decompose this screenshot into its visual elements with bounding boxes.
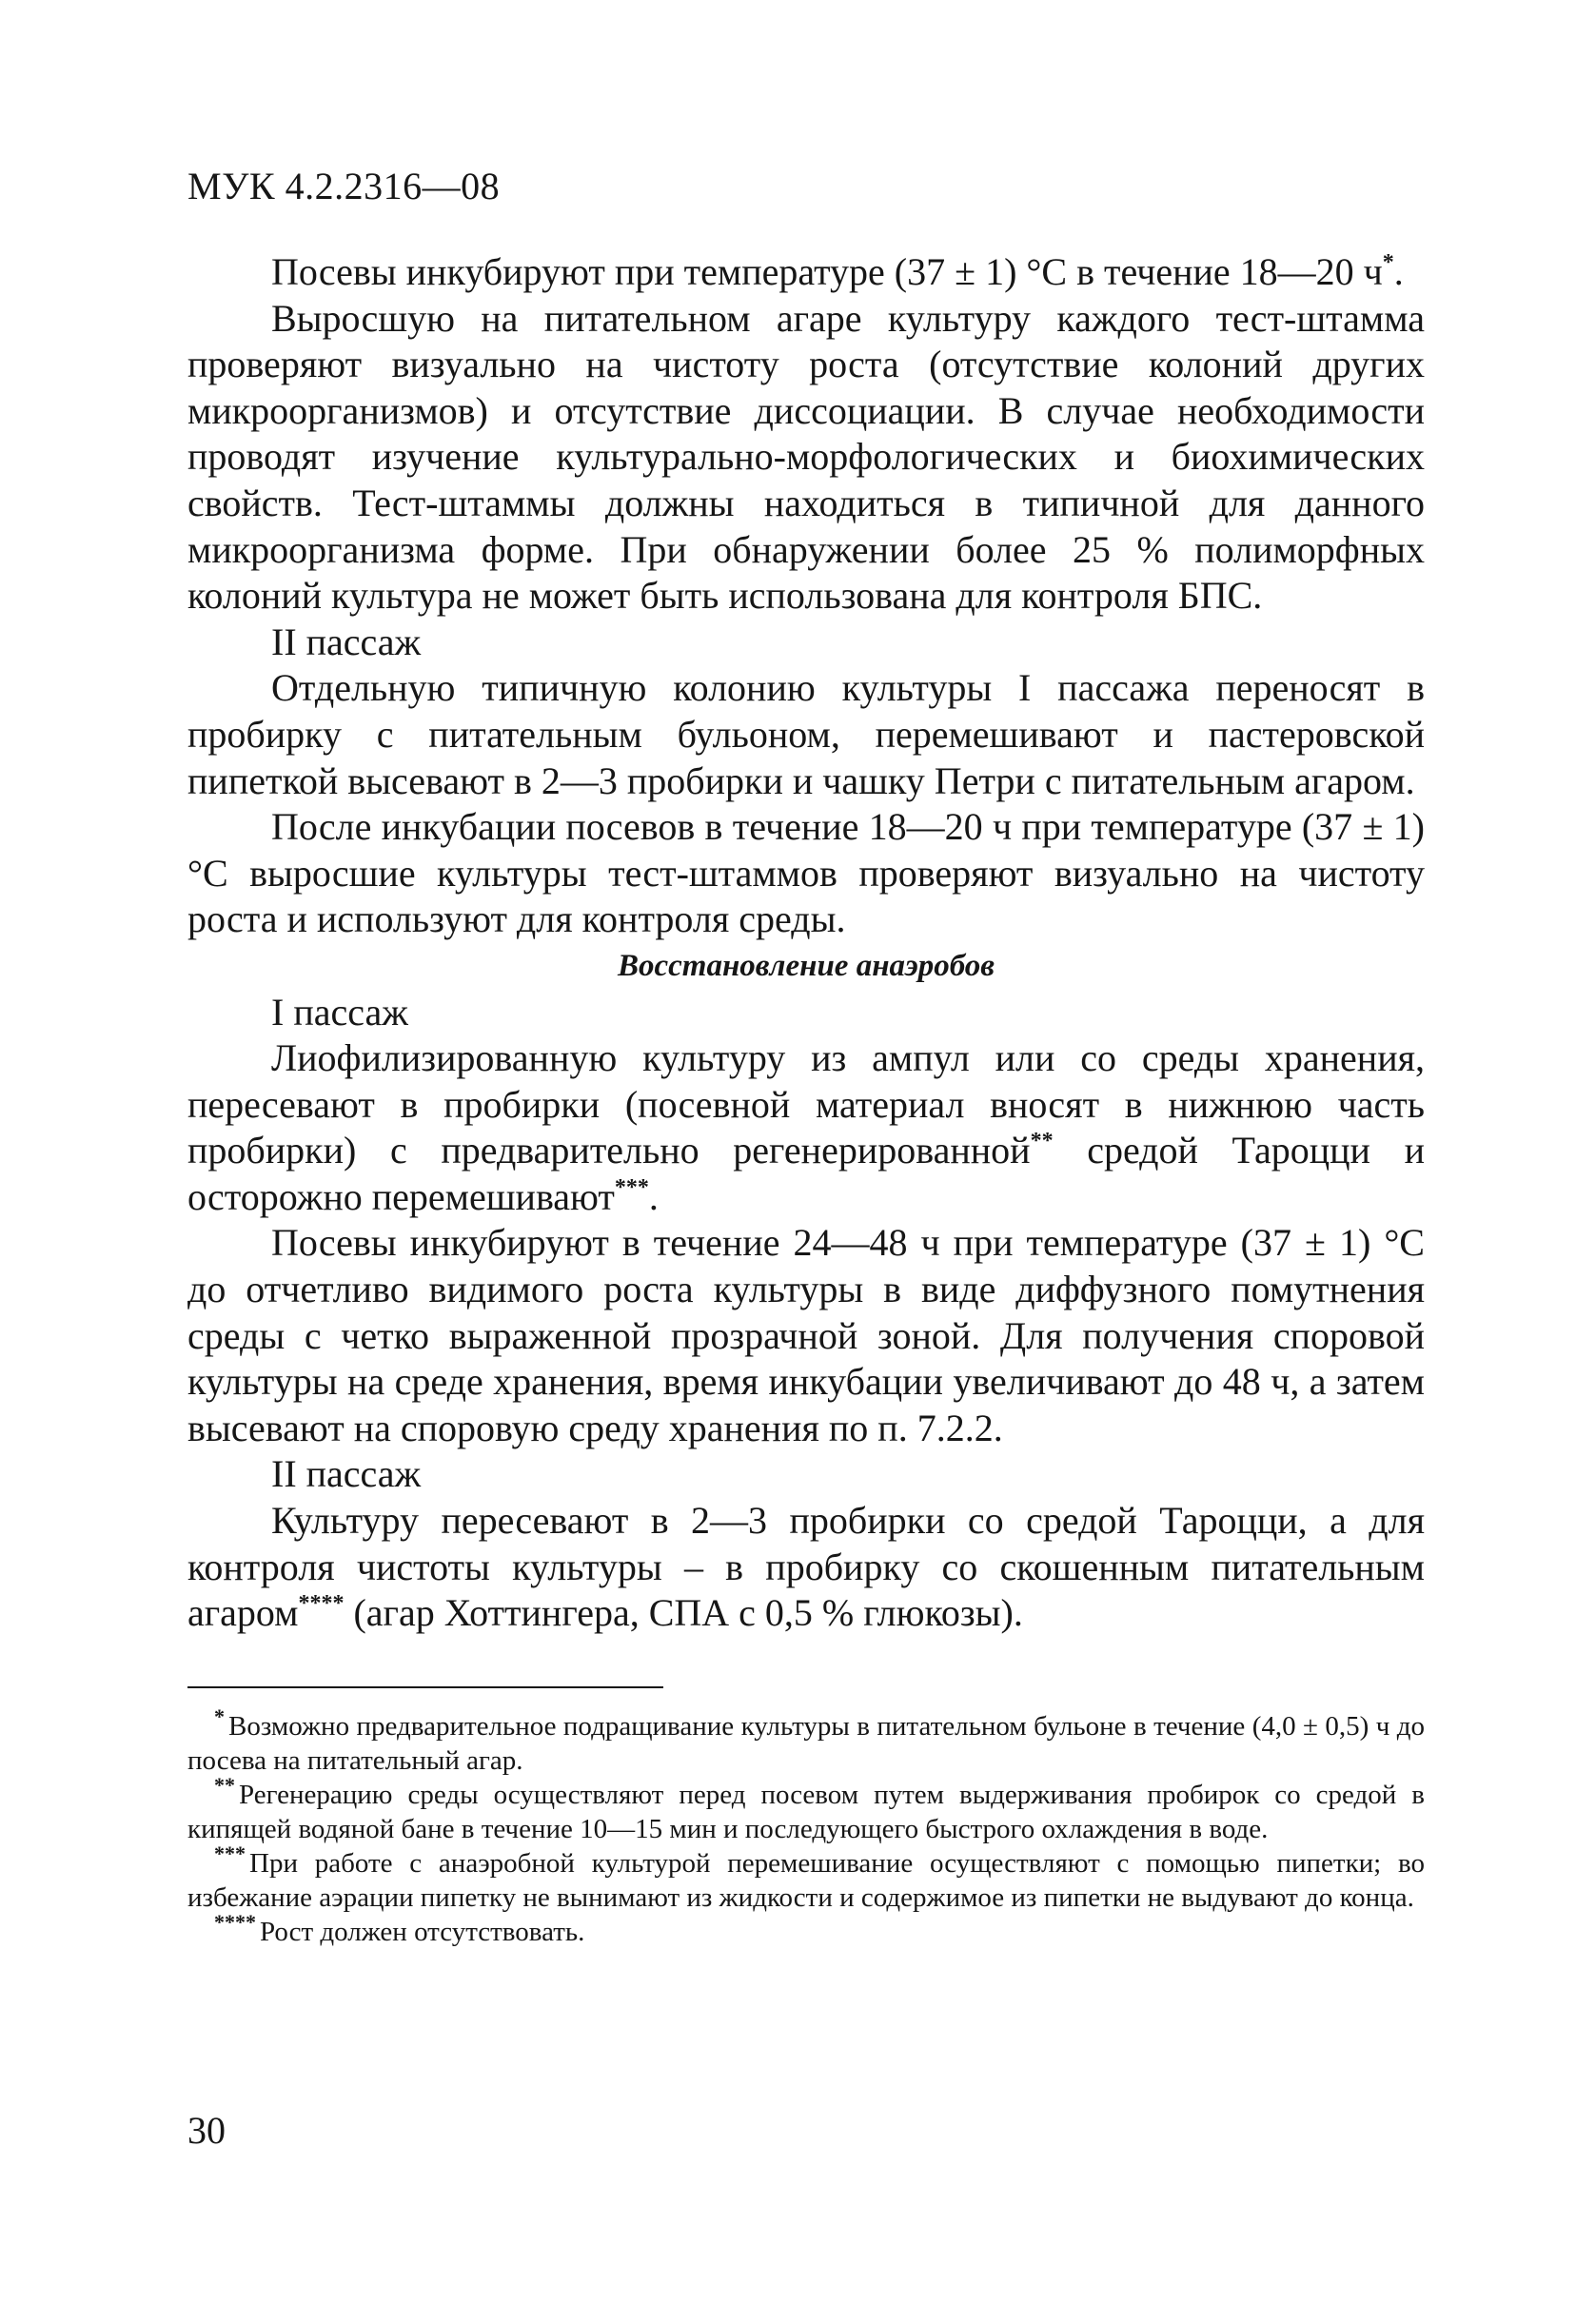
paragraph-reseed — [187, 1498, 1425, 1637]
passage-heading: I пассаж — [271, 990, 408, 1034]
paragraph-text: . — [1393, 250, 1404, 293]
footnote-text: Регенерацию среды осуществляют перед посевом путем выдерживания пробирок со средой в кипящей водяной бане в течение 10—15 мин и последующего быстрого охлаждения в воде. — [187, 1780, 1425, 1844]
passage-heading: II пассаж — [271, 620, 422, 663]
footnote-mark: ** — [214, 1773, 235, 1797]
paragraph-transfer: Отдельную типичную колонию культуры I пассажа переносят в пробирку с питательным бульоном, перемешивают и пастеровской пипеткой высевают в 2—3 пробирки и чашку Петри с питательным агаром. — [187, 666, 1425, 802]
footnote — [187, 1773, 1425, 1846]
paragraph-purity-check: Выросшую на питательном агаре культуру каждого тест-штамма проверяют визуально на чистоту роста (отсутствие колоний других микроорганизмов) и отсутствие диссоциации. В случае необходимости проводят изучение культурально-морфологических и биохимических свойств. Тест-штаммы должны находиться в типичной для данного микроорганизма форме. При обнаружении более 25 % полиморфных колоний культура не может быть использована для контроля БПС. — [187, 296, 1425, 618]
footnote — [187, 1841, 1425, 1915]
paragraph-text: . — [648, 1174, 659, 1218]
paragraph-text: (агар Хоттингера, СПА с 0,5 % глюкозы). — [344, 1591, 1023, 1635]
paragraph-anaerobe-incubation: Посевы инкубируют в течение 24—48 ч при температуре (37 ± 1) °С до отчетливо видимого роста культуры в виде диффузного помутнения среды с четко выраженной прозрачной зоной. Для получения споровой культуры на среде хранения, время инкубации увеличивают до 48 ч, а затем высевают на споровую среду хранения по п. 7.2.2. — [187, 1221, 1425, 1449]
footnote-ref: * — [1382, 250, 1394, 275]
footnote — [187, 1910, 1425, 1949]
paragraph-after-incubation: После инкубации посевов в течение 18—20 ч при температуре (37 ± 1) °С выросшие культуры тест-штаммов проверяют визуально на чистоту роста и используют для контроля среды. — [187, 805, 1425, 941]
footnote-text: Рост должен отсутствовать. — [260, 1917, 585, 1947]
paragraph-lyophilized — [187, 1035, 1425, 1220]
footnote-mark: * — [214, 1704, 225, 1728]
paragraph-text: Посевы инкубируют при температуре (37 ± 1) °С в течение 18—20 ч — [271, 250, 1383, 293]
document-code-header: МУК 4.2.2316—08 — [187, 165, 501, 207]
page-number: 30 — [187, 2109, 226, 2152]
footnote-text: Возможно предварительное подращивание культуры в питательном бульоне в течение (4,0 ± 0,5) ч до посева на питательный агар. — [187, 1711, 1425, 1776]
footnotes — [187, 1704, 1425, 1949]
footnote-mark: **** — [214, 1910, 256, 1934]
passage-heading: II пассаж — [271, 1452, 422, 1496]
footnote-text: При работе с анаэробной культурой перемешивание осуществляют с помощью пипетки; во избежание аэрации пипетку не вынимают из жидкости и содержимое из пипетки не выдувают до конца. — [187, 1848, 1425, 1913]
paragraph-text: Культуру пересевают в 2—3 пробирки со средой Тароцци, а для контроля чистоты культуры – в пробирку со скошенным питательным агаром — [187, 1499, 1425, 1635]
footnote-ref: *** — [614, 1174, 649, 1200]
paragraph-text: средой Тароцци и осторожно перемешивают — [187, 1129, 1425, 1218]
main-text — [187, 249, 1425, 1637]
footnote-ref: ** — [1030, 1129, 1054, 1154]
footnote-divider — [187, 1686, 663, 1688]
paragraph-incubation — [187, 249, 1425, 296]
footnote — [187, 1704, 1425, 1778]
paragraph-text: Лиофилизированную культуру из ампул или со среды хранения, пересевают в пробирки (посевной материал вносят в нижнюю часть пробирки) с предварительно регенерированной — [187, 1036, 1425, 1172]
footnote-ref: **** — [298, 1591, 345, 1617]
footnote-mark: *** — [214, 1841, 246, 1865]
section-title: Восстановление анаэробов — [618, 948, 995, 983]
